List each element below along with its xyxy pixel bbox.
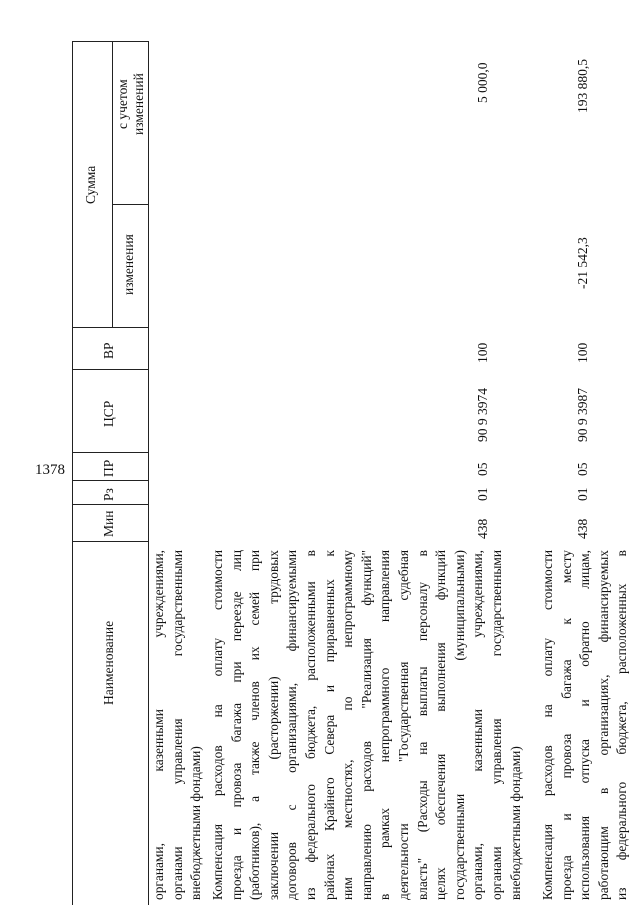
row2-pr: 05 bbox=[575, 462, 590, 476]
col-sep-name-min bbox=[72, 541, 149, 542]
table-row-2-name bbox=[539, 550, 632, 900]
row1-line-16: органами управления государственными bbox=[488, 550, 504, 900]
page-number: 1378 bbox=[35, 462, 65, 478]
row1-pr: 05 bbox=[475, 462, 490, 476]
row2-min: 438 bbox=[575, 518, 590, 539]
row1-line-9: направлению расходов "Реализация функций" bbox=[358, 550, 374, 900]
row1-line-17: внебюджетными фондами) bbox=[507, 746, 523, 900]
col-sep-min-rz bbox=[72, 504, 149, 505]
col-sep-rz-pr bbox=[72, 480, 149, 481]
row2-change: -21 542,3 bbox=[575, 237, 590, 289]
header-with-changes-1: с учетом bbox=[115, 79, 130, 129]
row2-vr: 100 bbox=[575, 342, 590, 363]
header-sum: Сумма bbox=[83, 165, 98, 204]
row1-line-4: заключении (расторжении) трудовых bbox=[265, 550, 281, 900]
header-min: Мин bbox=[101, 510, 116, 537]
row1-csr: 90 9 3974 bbox=[475, 388, 490, 442]
row1-line-11: деятельности "Государственная судебная bbox=[395, 550, 411, 900]
row1-line-6: из федерального бюджета, расположенными в bbox=[302, 550, 318, 900]
row1-vr: 100 bbox=[475, 342, 490, 363]
row1-line-13: целях обеспечения выполнения функций bbox=[433, 550, 449, 900]
table-row-0-name bbox=[150, 550, 206, 900]
row1-line-14: государственными (муниципальными) bbox=[451, 550, 467, 900]
row2-total: 193 880,5 bbox=[575, 59, 590, 113]
header-name: Наименование bbox=[101, 620, 116, 705]
col-sep-vr-sum bbox=[72, 327, 149, 328]
sum-subheader-line bbox=[112, 42, 113, 328]
row2-line-4: работающим в организациях, финансируемых bbox=[595, 550, 611, 900]
row1-line-7: районах Крайнего Севера и приравненных к bbox=[321, 550, 337, 900]
row1-line-12: власть" (Расходы на выплаты персоналу в bbox=[414, 550, 430, 900]
row1-total: 5 000,0 bbox=[475, 62, 490, 103]
row2-line-5: из федерального бюджета, расположенных в bbox=[614, 550, 630, 900]
row1-line-8: ним местностях, по непрограммному bbox=[340, 550, 356, 900]
header-rz: Рз bbox=[101, 488, 116, 501]
row2-line-3: использования отпуска и обратно лицам, bbox=[577, 550, 593, 900]
header-vr: ВР bbox=[101, 342, 116, 359]
header-pr: ПР bbox=[101, 459, 116, 477]
row0-line-1: органами, казенными учреждениями, bbox=[151, 550, 166, 900]
col-sep-pr-csr bbox=[72, 452, 149, 453]
row1-line-1: Компенсация расходов на оплату стоимости bbox=[210, 550, 225, 900]
row2-rz: 01 bbox=[575, 487, 590, 501]
col-sep-csr-vr bbox=[72, 369, 149, 370]
row1-rz: 01 bbox=[475, 487, 490, 501]
table-border-right bbox=[72, 41, 149, 42]
header-changes: изменения bbox=[121, 234, 136, 295]
row1-line-15: органами, казенными учреждениями, bbox=[470, 550, 486, 900]
row2-line-2: проезда и провоза багажа к месту bbox=[558, 550, 574, 900]
table-row-1-name bbox=[209, 550, 525, 900]
header-with-changes-2: изменений bbox=[131, 73, 146, 135]
row2-csr: 90 9 3987 bbox=[575, 388, 590, 442]
row1-line-3: (работников), а также членов их семей при bbox=[247, 550, 263, 900]
row1-line-5: договоров с организациями, финансируемыми bbox=[284, 550, 300, 900]
table-border-top bbox=[72, 42, 73, 905]
row0-line-3: внебюджетными фондами) bbox=[188, 746, 204, 900]
header-bottom-line bbox=[148, 42, 149, 905]
col-sep-change-total bbox=[112, 204, 149, 205]
row1-line-10: в рамках непрограммного направления bbox=[377, 550, 393, 900]
row0-line-2: органами управления государственными bbox=[169, 550, 185, 900]
row2-line-1: Компенсация расходов на оплату стоимости bbox=[540, 550, 555, 900]
row1-line-2: проезда и провоза багажа при переезде лиц bbox=[228, 550, 244, 900]
row1-min: 438 bbox=[475, 518, 490, 539]
header-csr: ЦСР bbox=[101, 400, 116, 427]
